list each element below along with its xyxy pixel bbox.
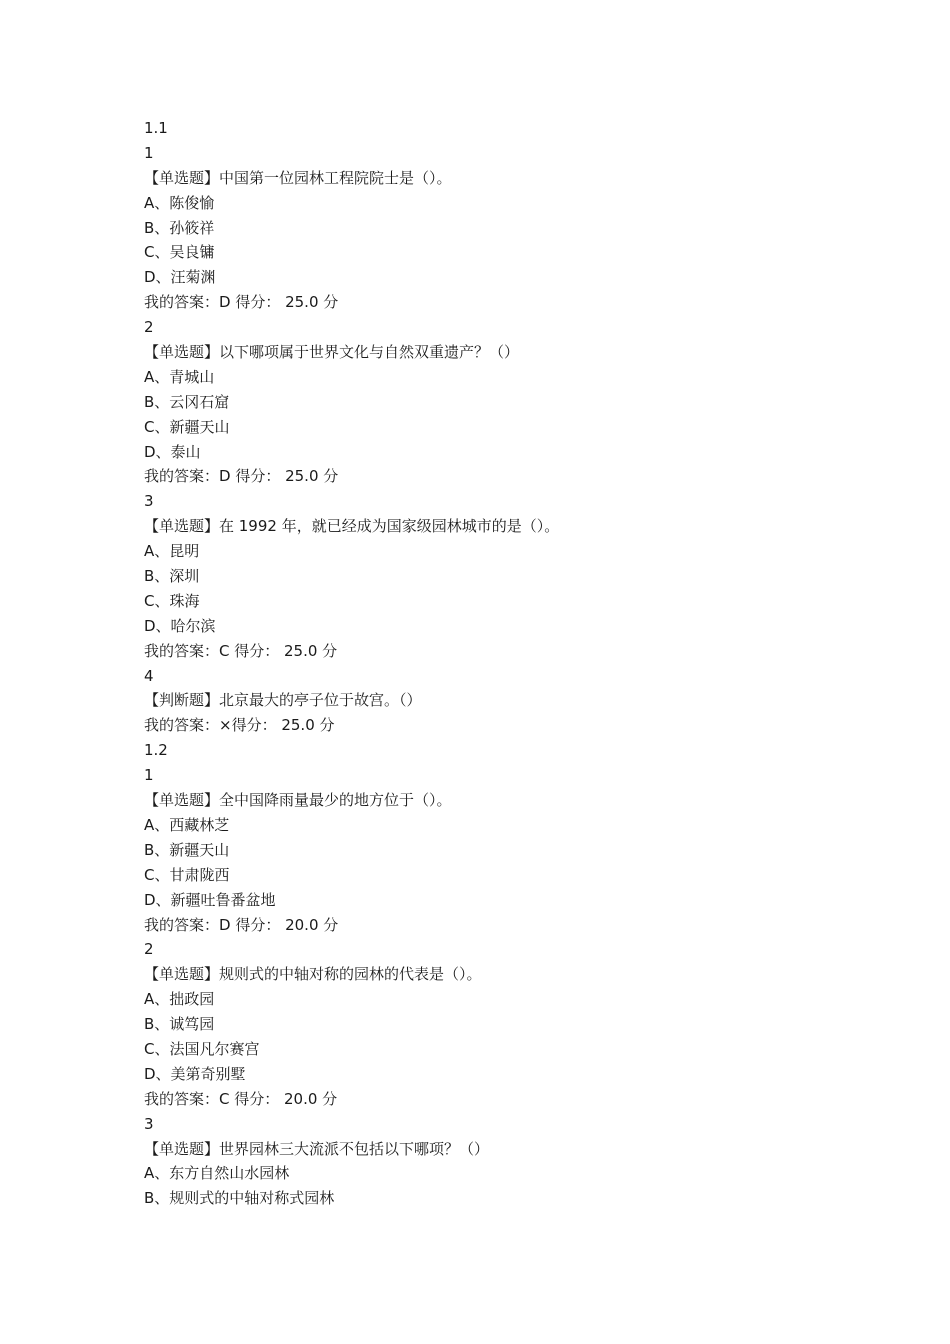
option-b: B、新疆天山 (144, 840, 230, 859)
option-a: A、陈俊愉 (144, 193, 215, 212)
question-text: 【单选题】在 1992 年，就已经成为国家级园林城市的是（）。 (144, 517, 560, 536)
question-text: 【单选题】全中国降雨量最少的地方位于（）。 (144, 791, 452, 810)
option-c: C、甘肃陇西 (144, 865, 230, 884)
question-text: 【单选题】规则式的中轴对称的园林的代表是（）。 (144, 965, 482, 984)
option-c: C、法国凡尔赛宫 (144, 1039, 260, 1058)
option-d: D、泰山 (144, 442, 201, 461)
answer-score: 我的答案：C 得分： 25.0 分 (144, 641, 338, 660)
question-text: 【单选题】中国第一位园林工程院院士是（）。 (144, 168, 452, 187)
question-number: 3 (144, 1114, 154, 1133)
option-d: D、汪菊渊 (144, 268, 216, 287)
option-a: A、拙政园 (144, 990, 215, 1009)
question-number: 2 (144, 940, 154, 959)
option-b: B、诚笃园 (144, 1015, 215, 1034)
section-number: 1.1 (144, 119, 168, 137)
option-b: B、深圳 (144, 567, 200, 586)
option-d: D、哈尔滨 (144, 616, 216, 635)
section-number: 1.2 (144, 741, 168, 760)
option-b: B、云冈石窟 (144, 392, 230, 411)
question-text: 【单选题】世界园林三大流派不包括以下哪项？（） (144, 1139, 490, 1158)
answer-score: 我的答案：C 得分： 20.0 分 (144, 1089, 338, 1108)
option-a: A、西藏林芝 (144, 815, 230, 834)
answer-score: 我的答案：D 得分： 25.0 分 (144, 467, 339, 486)
document-body (144, 116, 844, 1211)
option-d: D、美第奇别墅 (144, 1064, 246, 1083)
option-a: A、东方自然山水园林 (144, 1164, 290, 1183)
answer-score: 我的答案：×得分： 25.0 分 (144, 716, 335, 735)
answer-score: 我的答案：D 得分： 20.0 分 (144, 915, 339, 934)
option-c: C、珠海 (144, 591, 200, 610)
question-text: 【单选题】以下哪项属于世界文化与自然双重遗产？（） (144, 343, 520, 362)
question-number: 4 (144, 666, 154, 685)
question-number: 2 (144, 318, 154, 337)
option-b: B、孙筱祥 (144, 218, 215, 237)
option-c: C、吴良镛 (144, 243, 215, 262)
question-number: 1 (144, 143, 154, 162)
answer-score: 我的答案：D 得分： 25.0 分 (144, 293, 339, 312)
question-number: 1 (144, 766, 154, 785)
option-a: A、昆明 (144, 542, 200, 561)
option-c: C、新疆天山 (144, 417, 230, 436)
option-d: D、新疆吐鲁番盆地 (144, 890, 276, 909)
option-a: A、青城山 (144, 367, 215, 386)
question-number: 3 (144, 492, 154, 511)
question-text: 【判断题】北京最大的亭子位于故宫。（） (144, 691, 422, 710)
option-b: B、规则式的中轴对称式园林 (144, 1189, 335, 1208)
